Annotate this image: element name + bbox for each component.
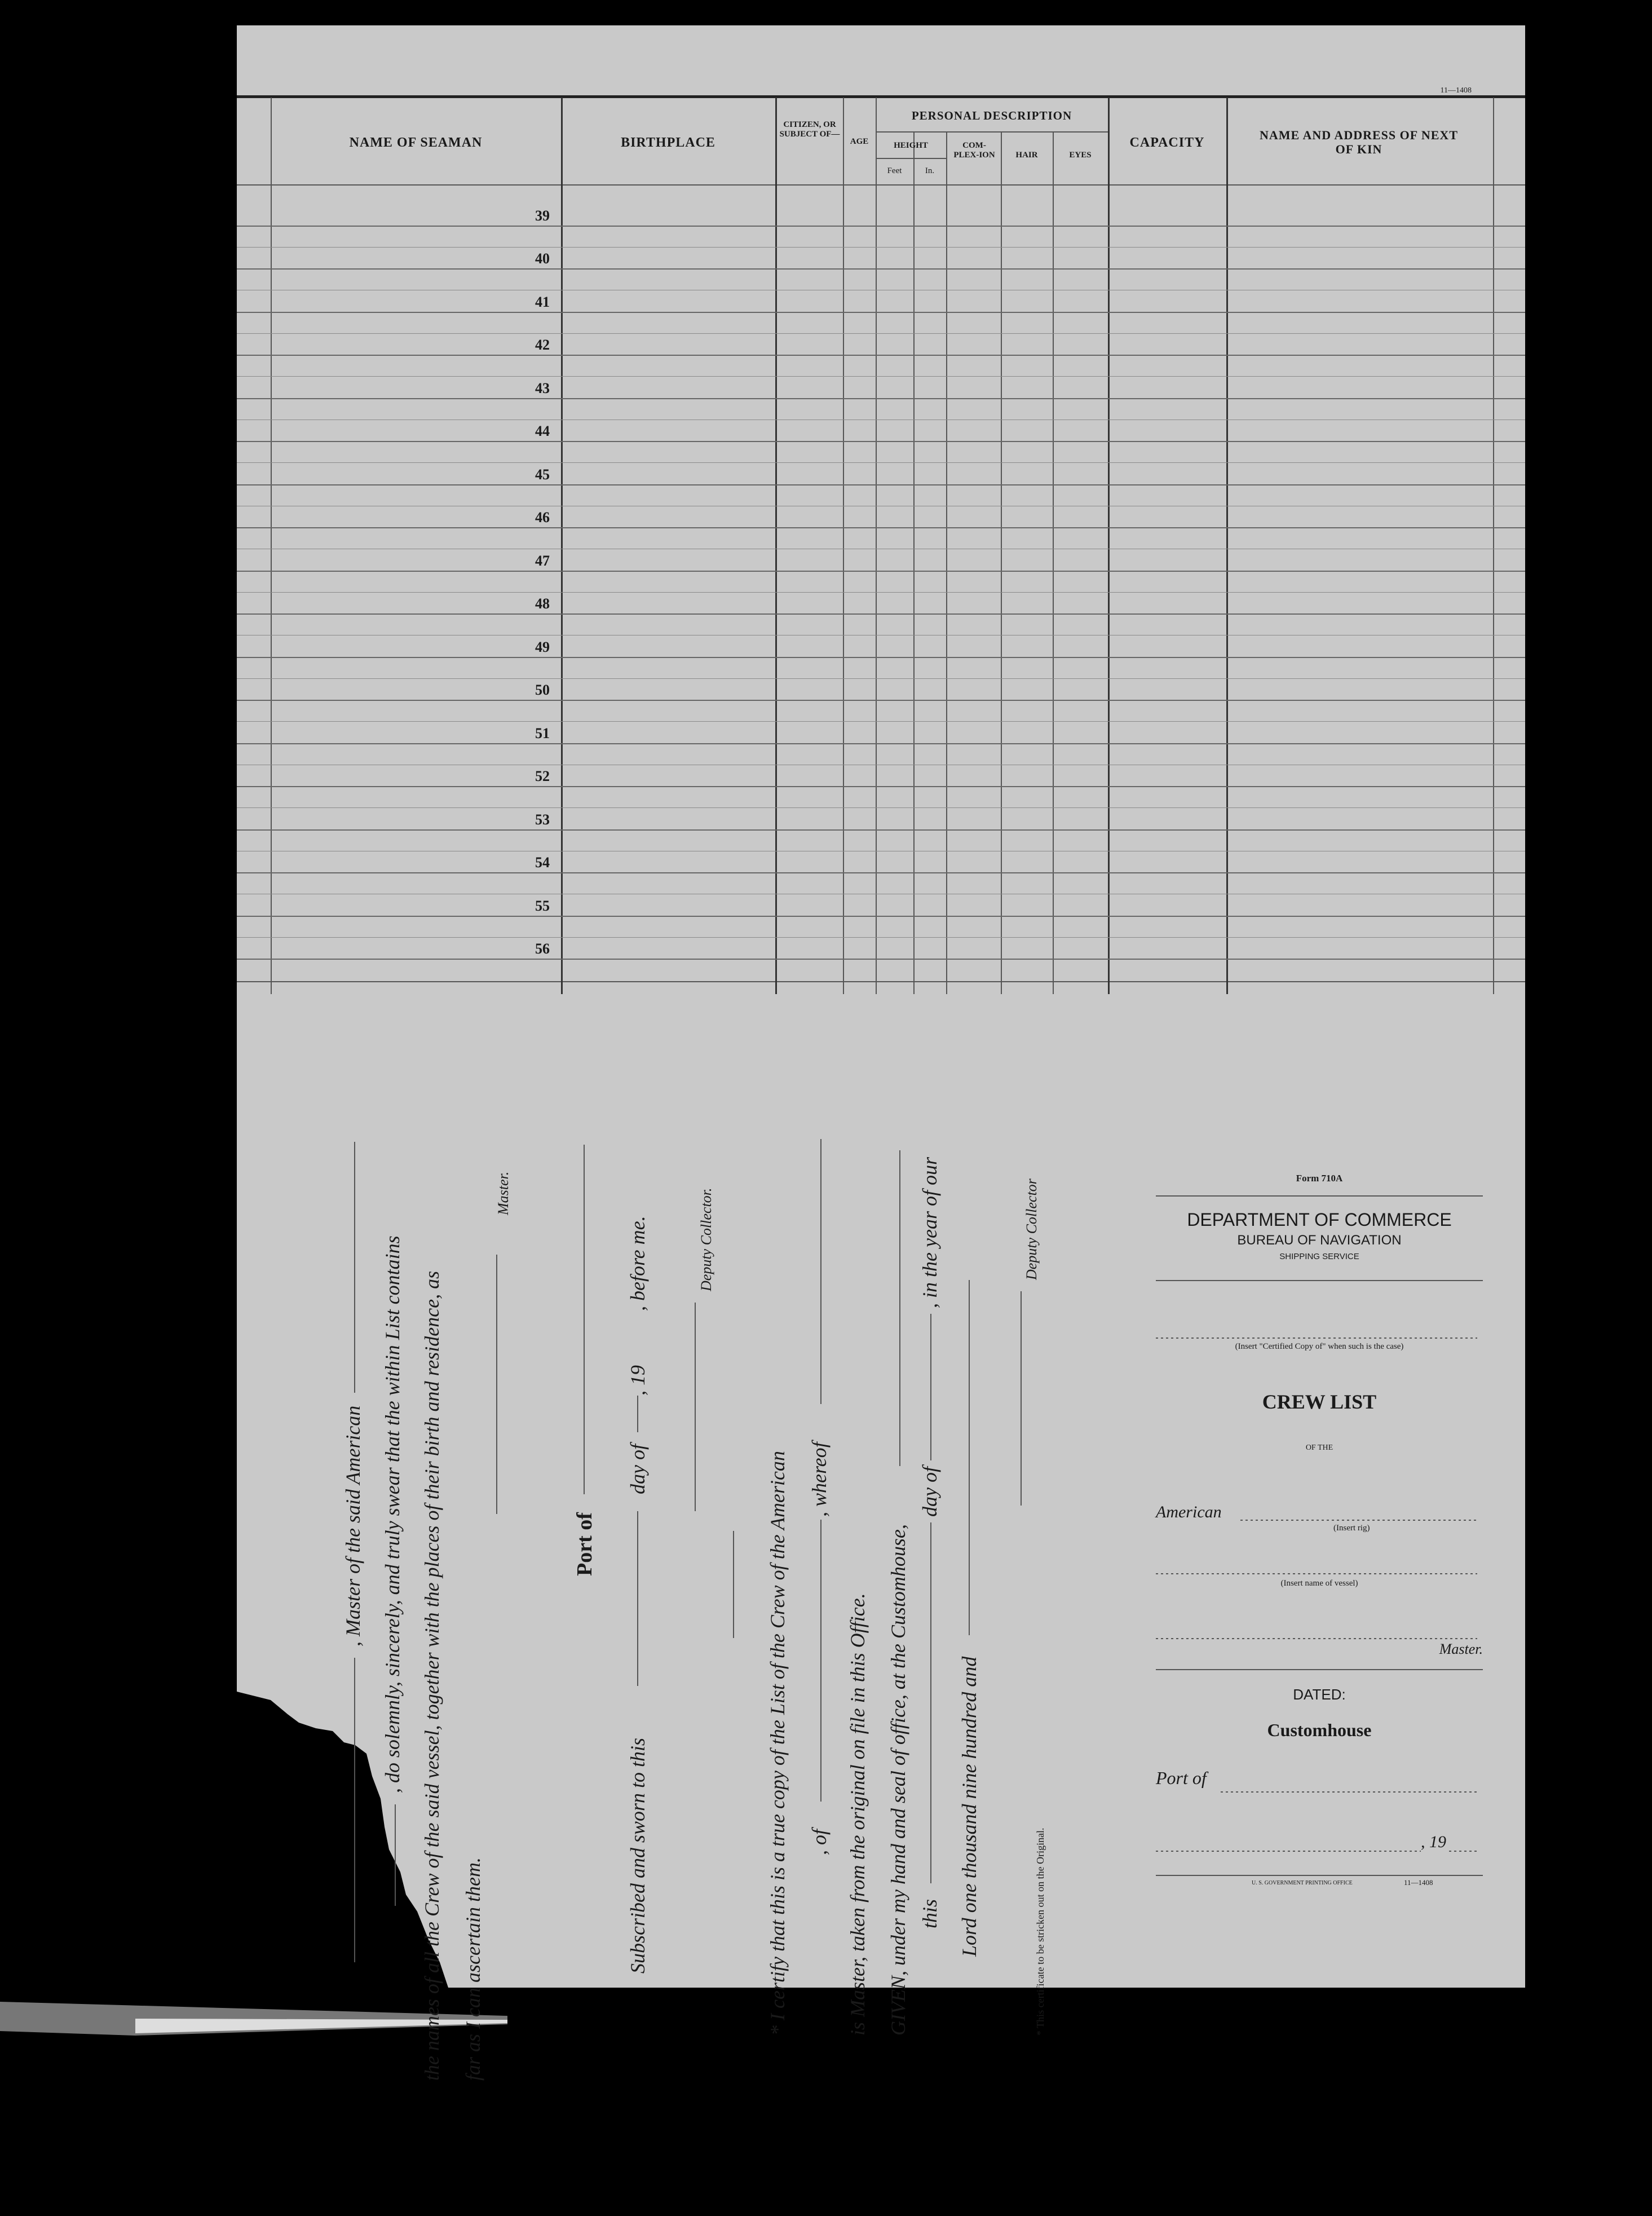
port-of-label: Port of bbox=[1156, 1768, 1207, 1788]
col-line bbox=[1053, 133, 1054, 994]
cert-footnote: * This certificate to be stricken out on the Original. bbox=[1035, 1827, 1046, 2036]
master-label: Master. bbox=[1439, 1641, 1483, 1657]
american-label: American bbox=[1156, 1503, 1222, 1521]
table-row bbox=[237, 916, 1525, 917]
subheader-rule bbox=[876, 158, 946, 159]
table-bottom-rule bbox=[237, 981, 1525, 982]
rig-line bbox=[1240, 1520, 1477, 1521]
cert-lord: Lord one thousand nine hundred and bbox=[958, 1656, 980, 1957]
cert-whereof: , whereof bbox=[808, 1442, 831, 1517]
cert-line3: is Master, taken from the original on file in this Office. bbox=[846, 1593, 869, 2036]
col-line bbox=[843, 98, 844, 994]
row-number: 45 bbox=[535, 466, 550, 483]
table-top-rule bbox=[237, 95, 1525, 98]
table-row bbox=[237, 829, 1525, 831]
table-row bbox=[237, 657, 1525, 658]
cert-this: this bbox=[918, 1899, 941, 1928]
department: DEPARTMENT OF COMMERCE bbox=[1187, 1209, 1452, 1230]
bureau: BUREAU OF NAVIGATION bbox=[1237, 1233, 1402, 1248]
row-number: 44 bbox=[535, 423, 550, 439]
header-personal-description: PERSONAL DESCRIPTION bbox=[911, 109, 1072, 122]
seal-line bbox=[733, 1531, 734, 1638]
header-capacity: CAPACITY bbox=[1129, 135, 1205, 150]
table-row bbox=[237, 355, 1525, 356]
insert-certified-hint: (Insert "Certified Copy of" when such is the case) bbox=[1235, 1342, 1404, 1351]
oath-master-label: Master. bbox=[495, 1171, 511, 1215]
fill-line bbox=[930, 1522, 931, 1883]
header-name-of-seaman: NAME OF SEAMAN bbox=[349, 135, 483, 150]
divider bbox=[1156, 1280, 1483, 1281]
cert-year-of-our: , in the year of our bbox=[918, 1157, 941, 1308]
row-midline bbox=[237, 807, 1525, 808]
service: SHIPPING SERVICE bbox=[1279, 1252, 1359, 1261]
table-row bbox=[237, 743, 1525, 744]
table-row bbox=[237, 700, 1525, 701]
fill-line bbox=[637, 1396, 638, 1432]
fill-line bbox=[637, 1511, 638, 1686]
table-row bbox=[237, 613, 1525, 615]
oath-before-me: , before me. bbox=[626, 1216, 649, 1311]
row-midline bbox=[237, 333, 1525, 334]
cert-of: , of bbox=[808, 1829, 831, 1855]
crew-table bbox=[237, 87, 1525, 996]
divider bbox=[1156, 1875, 1483, 1876]
crew-list-title: CREW LIST bbox=[1262, 1390, 1377, 1413]
signature-line bbox=[695, 1303, 696, 1511]
dated-label: DATED: bbox=[1293, 1686, 1346, 1703]
subheader-rule bbox=[876, 131, 1108, 133]
table-row bbox=[237, 441, 1525, 442]
row-midline bbox=[237, 678, 1525, 679]
row-number: 52 bbox=[535, 768, 550, 784]
cert-day-of: day of bbox=[918, 1467, 941, 1517]
col-line bbox=[1493, 98, 1494, 994]
fill-line bbox=[584, 1145, 585, 1494]
fill-line bbox=[354, 1658, 355, 1962]
fill-line bbox=[820, 1520, 821, 1802]
col-line bbox=[561, 98, 563, 994]
row-midline bbox=[237, 247, 1525, 248]
vessel-name-line bbox=[1156, 1573, 1477, 1574]
fill-line bbox=[899, 1150, 900, 1466]
fill-line bbox=[395, 1804, 396, 1906]
port-line bbox=[1221, 1791, 1477, 1793]
row-number: 41 bbox=[535, 293, 550, 310]
table-row bbox=[237, 312, 1525, 313]
row-number: 54 bbox=[535, 854, 550, 871]
oath-line3: the names of all the Crew of the said vessel, together with the places of their birth and residence, as bbox=[421, 1270, 443, 2081]
fill-line bbox=[969, 1280, 970, 1635]
row-number: 53 bbox=[535, 811, 550, 828]
fill-line bbox=[354, 1142, 355, 1393]
row-number: 48 bbox=[535, 595, 550, 612]
header-hair: HAIR bbox=[1015, 151, 1038, 160]
fill-line bbox=[1156, 1337, 1477, 1339]
row-midline bbox=[237, 376, 1525, 377]
signature-line bbox=[496, 1255, 497, 1514]
header-inches: In. bbox=[925, 166, 935, 175]
cert-line1: * I certify that this is a true copy of the List of the Crew of the American bbox=[766, 1451, 789, 2036]
col-line bbox=[1108, 98, 1110, 994]
printer-line: U. S. GOVERNMENT PRINTING OFFICE bbox=[1252, 1880, 1353, 1886]
table-row bbox=[237, 872, 1525, 873]
year-label: , 19 bbox=[1421, 1833, 1446, 1851]
table-row bbox=[237, 571, 1525, 572]
table-row bbox=[237, 959, 1525, 960]
row-number: 49 bbox=[535, 638, 550, 655]
row-number: 42 bbox=[535, 337, 550, 353]
table-row bbox=[237, 786, 1525, 787]
date-line bbox=[1156, 1851, 1421, 1852]
form-number: Form 710A bbox=[1296, 1173, 1343, 1184]
oath-day-of: day of bbox=[626, 1444, 649, 1494]
row-number: 47 bbox=[535, 552, 550, 569]
row-number: 50 bbox=[535, 682, 550, 698]
row-number: 39 bbox=[535, 207, 550, 224]
row-number: 55 bbox=[535, 897, 550, 914]
header-eyes: EYES bbox=[1069, 151, 1092, 160]
col-line bbox=[1001, 133, 1002, 994]
cert-deputy-collector: Deputy Collector bbox=[1023, 1178, 1040, 1280]
cover-code: 11—1408 bbox=[1404, 1878, 1433, 1887]
header-bottom-rule bbox=[237, 184, 1525, 186]
row-midline bbox=[237, 462, 1525, 463]
torn-corner bbox=[237, 1646, 451, 1996]
cert-line4: GIVEN, under my hand and seal of office, at the Customhouse, bbox=[887, 1524, 909, 2036]
divider bbox=[1156, 1669, 1483, 1670]
table-row bbox=[237, 226, 1525, 227]
of-the: OF THE bbox=[1305, 1444, 1333, 1452]
col-line bbox=[913, 133, 915, 994]
master-line bbox=[1156, 1638, 1477, 1639]
col-line bbox=[946, 133, 947, 994]
row-number: 51 bbox=[535, 725, 550, 741]
signature-line bbox=[1021, 1291, 1022, 1506]
insert-rig-hint: (Insert rig) bbox=[1333, 1524, 1370, 1533]
table-row bbox=[237, 398, 1525, 399]
oath-year-prefix: , 19 bbox=[626, 1365, 649, 1396]
header-height: HEIGHT bbox=[894, 141, 928, 150]
customhouse-label: Customhouse bbox=[1267, 1720, 1372, 1740]
row-number: 40 bbox=[535, 250, 550, 267]
oath-subscribed: Subscribed and sworn to this bbox=[626, 1737, 649, 1974]
header-feet: Feet bbox=[887, 166, 902, 175]
header-age: AGE bbox=[850, 137, 869, 146]
oath-deputy-collector: Deputy Collector. bbox=[698, 1188, 714, 1291]
oath-line4: far as I can ascertain them. bbox=[462, 1857, 484, 2081]
year-line bbox=[1449, 1851, 1477, 1852]
header-citizen: CITIZEN, OR SUBJECT OF— bbox=[779, 120, 840, 139]
header-birthplace: BIRTHPLACE bbox=[621, 135, 715, 150]
divider bbox=[1156, 1195, 1483, 1197]
row-number: 43 bbox=[535, 379, 550, 396]
fill-line bbox=[930, 1314, 931, 1460]
col-line bbox=[1226, 98, 1228, 994]
row-midline bbox=[237, 592, 1525, 593]
top-code: 11—1408 bbox=[1440, 86, 1472, 95]
row-number: 46 bbox=[535, 509, 550, 526]
table-row bbox=[237, 527, 1525, 528]
fill-line bbox=[820, 1139, 821, 1404]
col-line bbox=[271, 98, 272, 994]
oath-port-of: Port of bbox=[573, 1512, 597, 1576]
row-midline bbox=[237, 721, 1525, 722]
row-midline bbox=[237, 937, 1525, 938]
col-line bbox=[775, 98, 777, 994]
insert-name-hint: (Insert name of vessel) bbox=[1280, 1579, 1358, 1588]
header-complexion: COM-PLEX-ION bbox=[953, 141, 995, 160]
col-line bbox=[876, 98, 877, 994]
oath-master-of: , Master of the said American bbox=[342, 1405, 364, 1646]
table-row bbox=[237, 268, 1525, 270]
table-row bbox=[237, 484, 1525, 485]
header-next-of-kin: NAME AND ADDRESS OF NEXT OF KIN bbox=[1259, 128, 1458, 157]
row-number: 56 bbox=[535, 941, 550, 957]
oath-line2: , do solemnly, sincerely, and truly swear that the within List contains bbox=[381, 1235, 404, 1793]
